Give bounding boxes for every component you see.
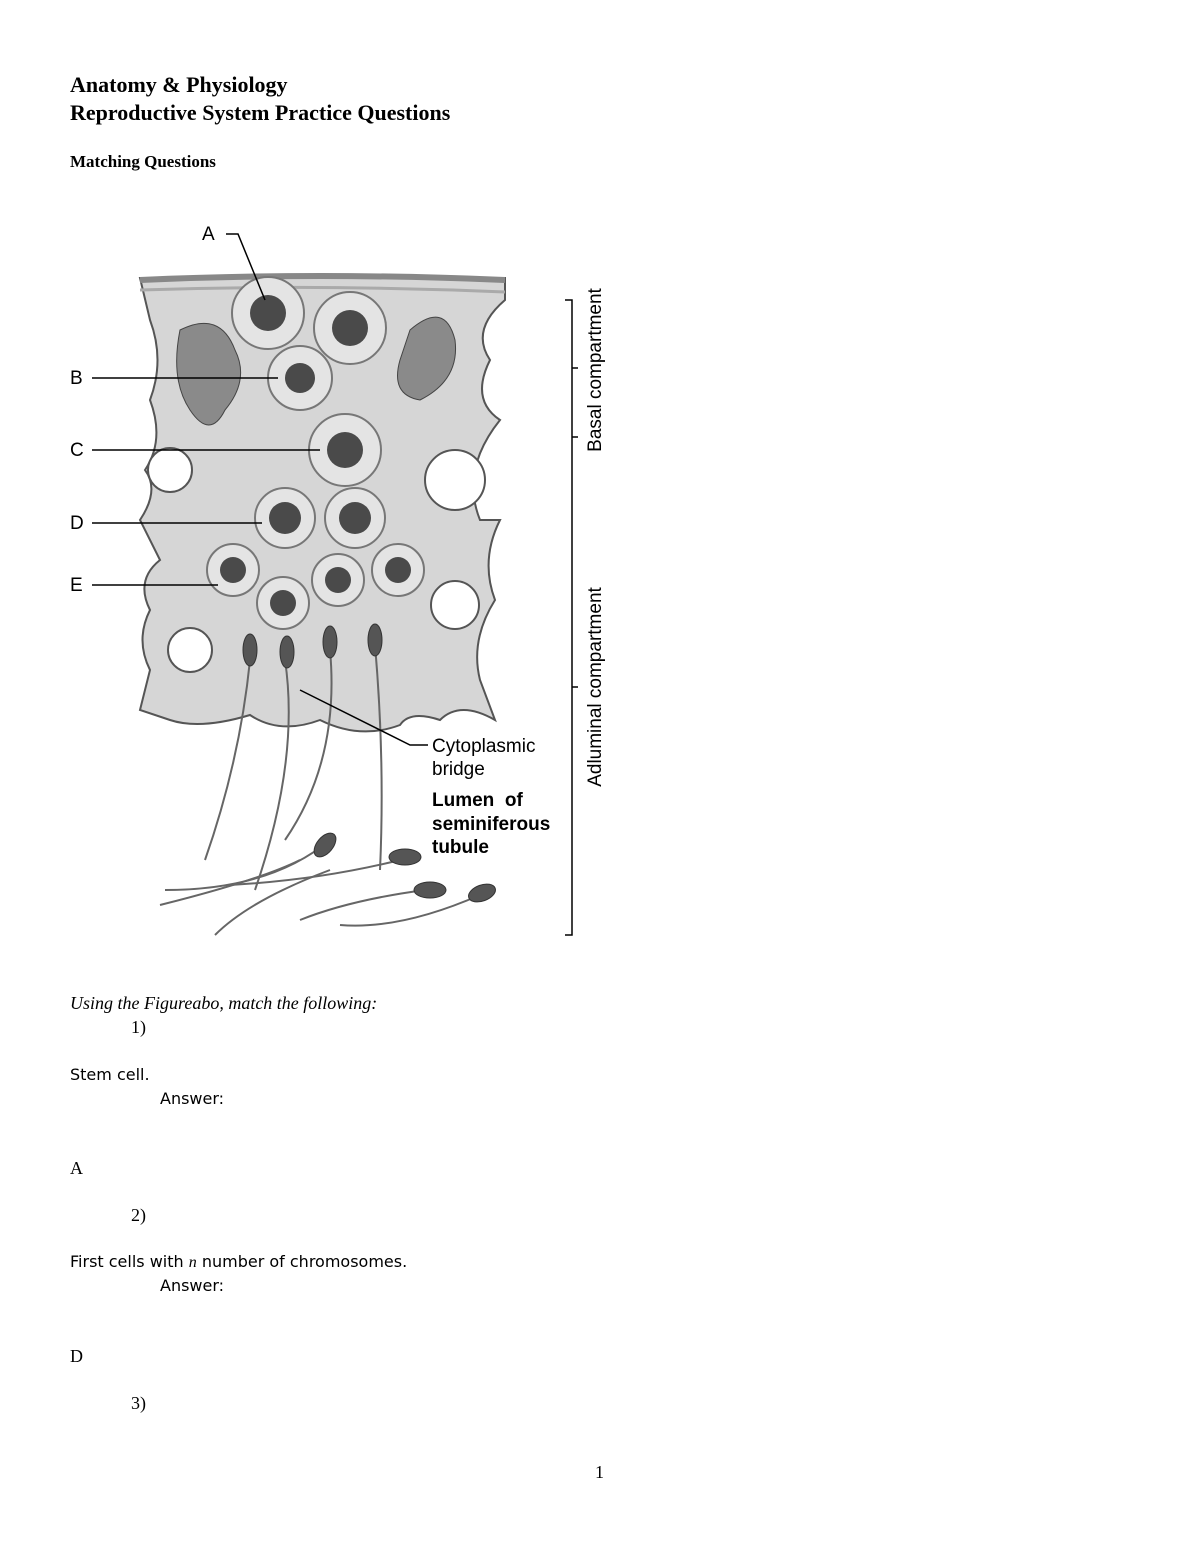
question-1-prompt: Stem cell. [70, 1065, 150, 1084]
question-3-number: 3) [131, 1393, 146, 1413]
cell-nucleus [250, 295, 286, 331]
question-2-prompt [70, 1252, 407, 1272]
question-2-answer: D [70, 1346, 83, 1366]
cell-nucleus [339, 502, 371, 534]
question-1-number: 1) [131, 1017, 146, 1037]
cell-nucleus [269, 502, 301, 534]
lumen-label-2: seminiferous [432, 814, 551, 835]
label-a: A [202, 224, 215, 245]
question-1-answer-label: Answer: [160, 1089, 225, 1108]
title-line-2: Reproductive System Practice Questions [70, 100, 451, 125]
question-2-answer-label: Answer: [160, 1276, 225, 1295]
label-c: C [70, 440, 84, 461]
basal-compartment-label: Basal compartment [585, 288, 606, 452]
title-line-1: Anatomy & Physiology [70, 72, 288, 97]
label-e: E [70, 575, 83, 596]
cell-nucleus [327, 432, 363, 468]
cytoplasmic-bridge-label-1: Cytoplasmic [432, 736, 536, 757]
prompt-text: First cells with [70, 1252, 189, 1271]
cell-nucleus [332, 310, 368, 346]
page-number: 1 [595, 1462, 604, 1482]
cell-nucleus [325, 567, 351, 593]
instructions: Using the Figureabo, match the following: [70, 993, 378, 1013]
cell-nucleus [285, 363, 315, 393]
prompt-n: n [188, 1254, 197, 1271]
lumen-label-3: tubule [432, 837, 489, 858]
cell-nucleus [270, 590, 296, 616]
cell-nucleus [385, 557, 411, 583]
question-2-number: 2) [131, 1205, 146, 1225]
label-b: B [70, 368, 83, 389]
prompt-text: number of chromosomes. [196, 1252, 408, 1271]
label-d: D [70, 513, 84, 534]
cytoplasmic-bridge-label-2: bridge [432, 759, 485, 780]
section-heading: Matching Questions [70, 152, 216, 171]
lumen-label-1: Lumen of [432, 790, 523, 811]
cell-nucleus [220, 557, 246, 583]
adluminal-compartment-label: Adluminal compartment [585, 587, 606, 787]
question-1-answer: A [70, 1158, 83, 1178]
